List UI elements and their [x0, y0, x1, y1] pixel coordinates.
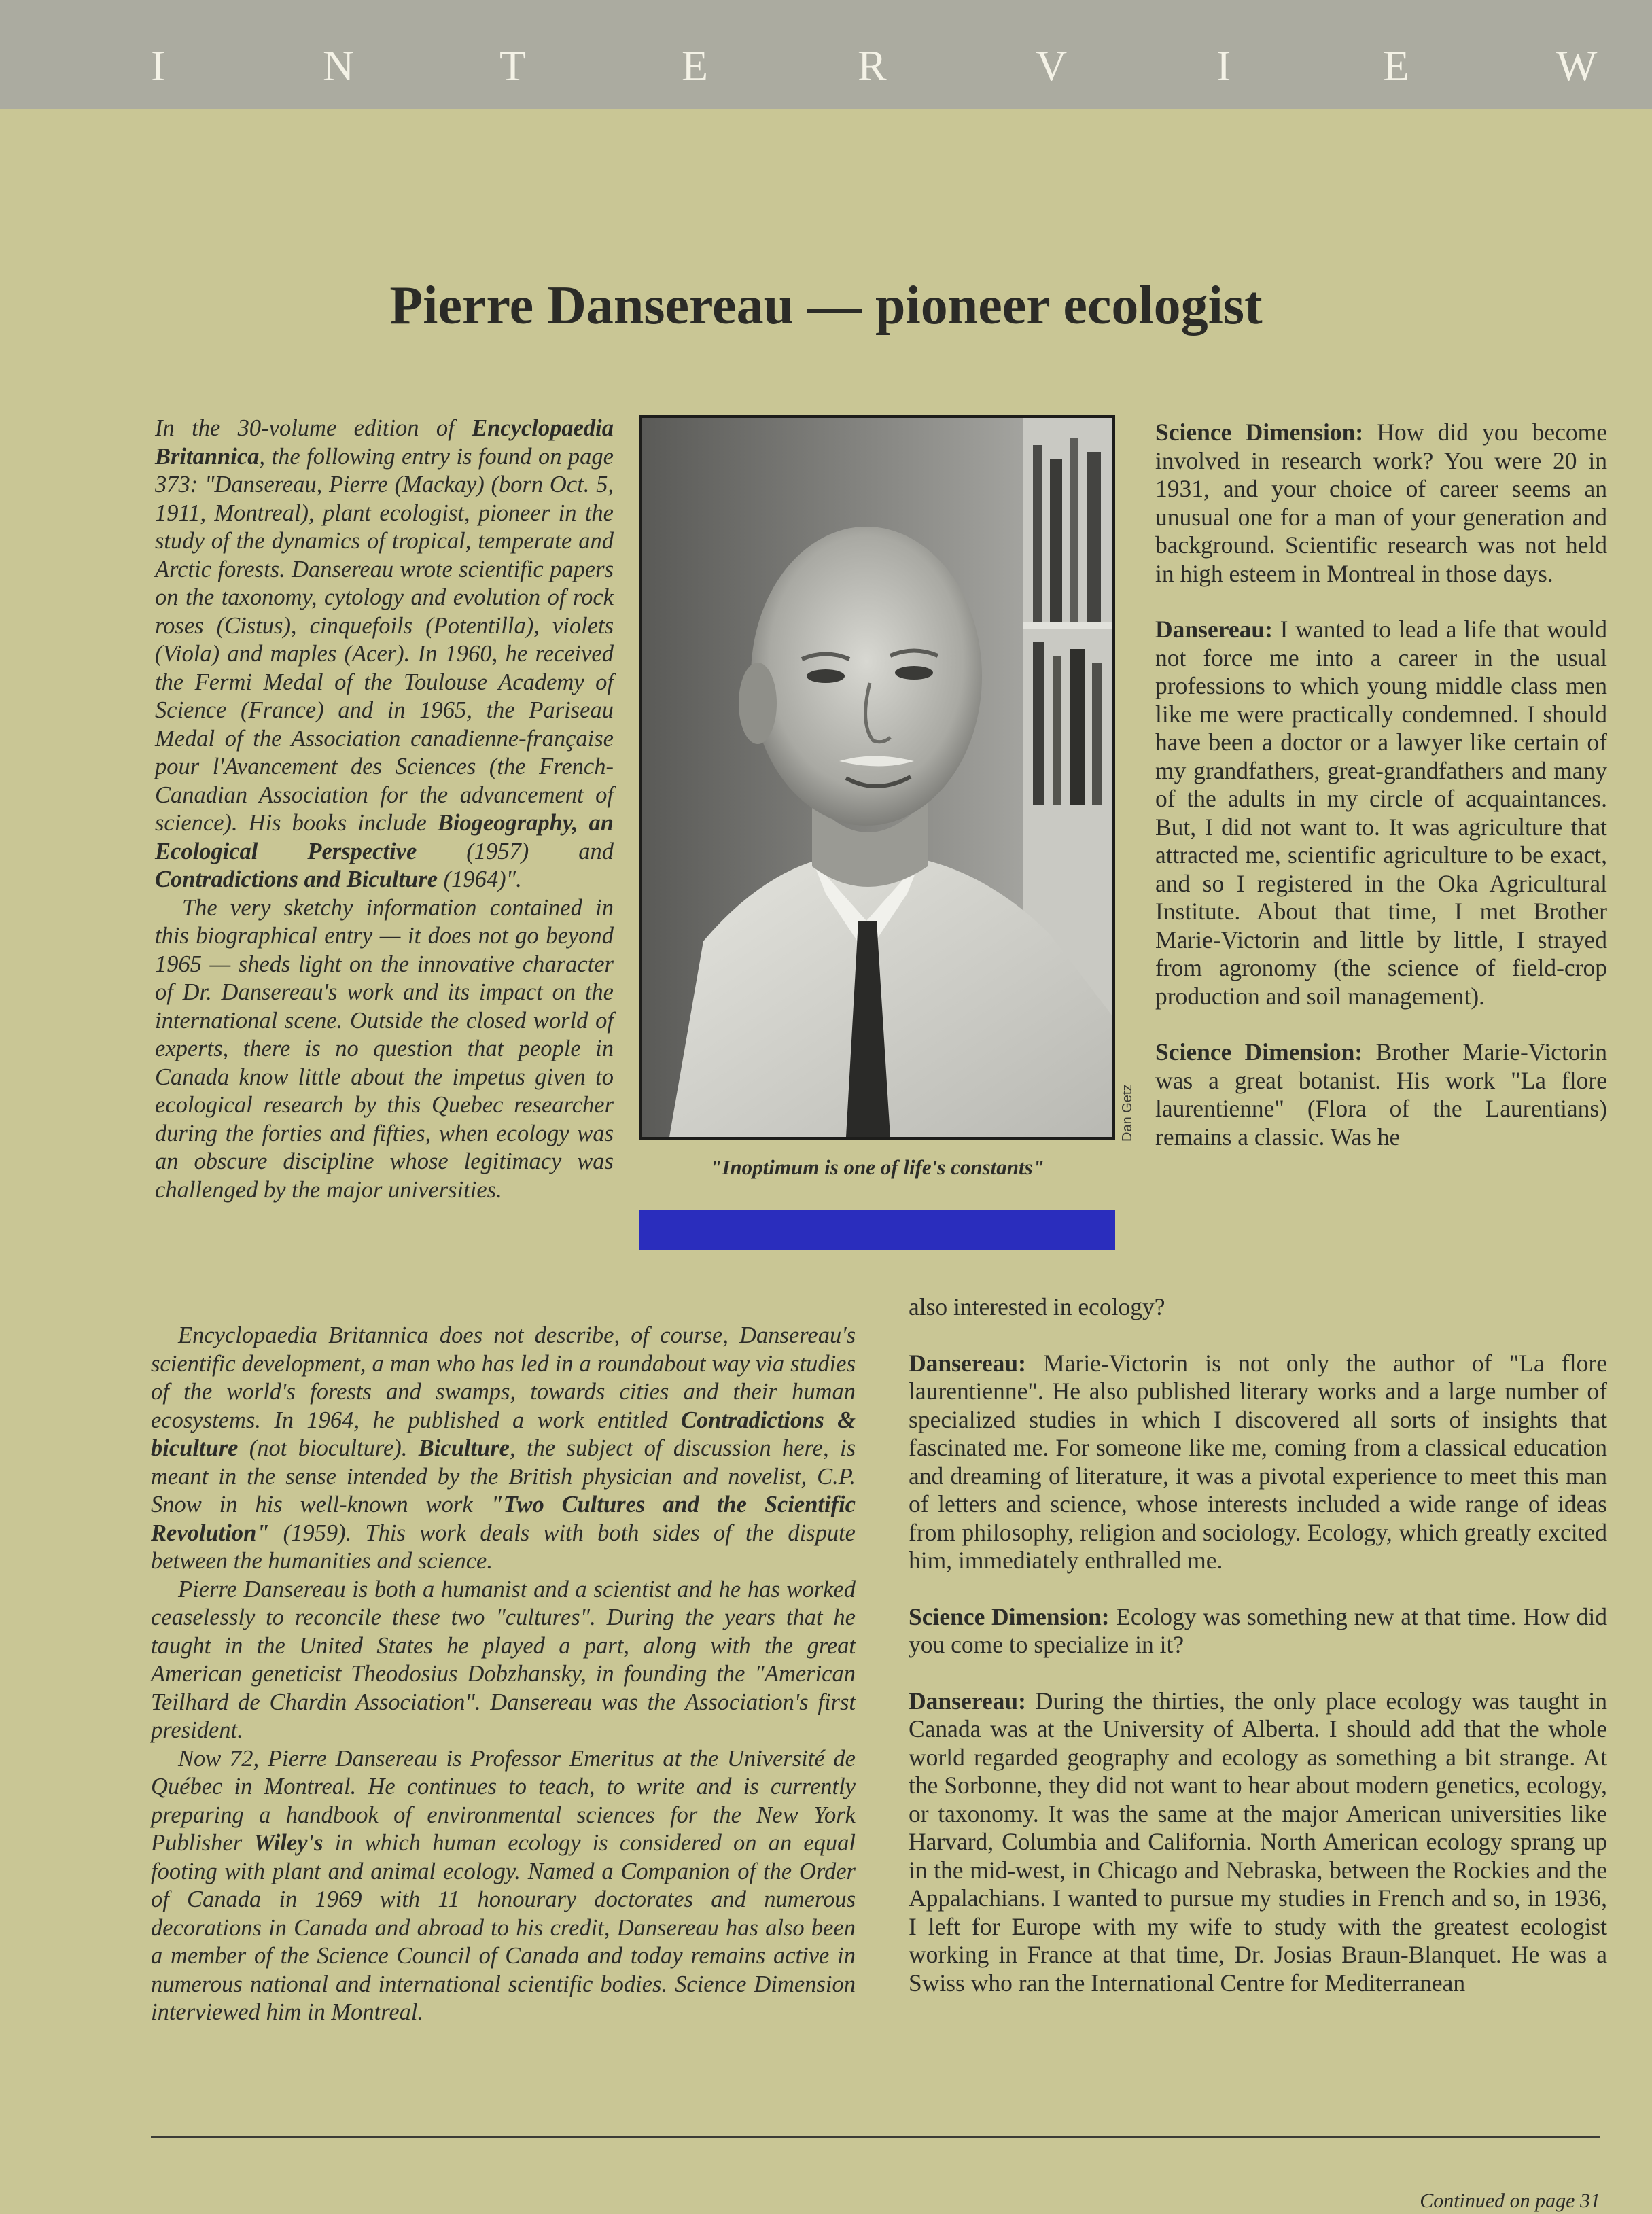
question-3: Science Dimension: Ecology was something new at that time. How did you come to specialize in it?	[909, 1602, 1607, 1658]
banner-letter: E	[1383, 41, 1410, 90]
portrait-photo	[639, 415, 1115, 1140]
portrait-illustration	[642, 418, 1112, 1137]
interview-banner	[0, 0, 1652, 109]
intro-column-bottom	[151, 1322, 856, 2027]
question-2-continued: also interested in ecology?	[909, 1293, 1165, 1320]
answer-3: Dansereau: During the thirties, the only place ecology was taught in Canada was at the University of Alberta. I should add that the whole world regarded geography and ecology as something a bit strange. At the Sorbonne, they did not want to hear about modern genetics, ecology, or taxonomy. It was the same at the major American universities like Harvard, Columbia and California. North American ecology sprang up in the mid-west, in Chicago and Nebraska, between the Rockies and the Appalachians. I wanted to pursue my studies in French and so, in 1936, I left for Europe with my wife to study with the greatest ecologist working in France at that time, Dr. Josias Braun-Blanquet. He was a Swiss who ran the International Centre for Mediterranean	[909, 1687, 1607, 1997]
photo-caption: "Inoptimum is one of life's constants"	[710, 1155, 1044, 1179]
banner-letter: I	[1216, 41, 1231, 90]
banner-letter: N	[323, 41, 355, 90]
footer-rule	[151, 2136, 1600, 2138]
intro-paragraph-3: Encyclopaedia Britannica does not describe, of course, Dansereau's scientific development, a man who has led in a roundabout way via studies of the world's forests and swamps, towards cities and their human ecosystems. In 1964, he published a work entitled Contradictions & biculture (not bioculture). Biculture, the subject of discussion here, is meant in the sense intended by the British physician and novelist, C.P. Snow in his well-known work "Two Cultures and the Scientific Revolution" (1959). This work deals with both sides of the dispute between the humanities and science.	[151, 1322, 856, 1574]
continued-note: Continued on page 31	[1420, 2190, 1600, 2212]
intro-paragraph-2: The very sketchy information contained in this biographical entry — it does not go beyond 1965 — sheds light on the innovative character of Dr. Dansereau's work and its impact on the international scene. Outside the closed world of experts, there is no question that people in Canada know little about the impetus given to ecological research by this Quebec researcher during the forties and fifties, when ecology was an obscure discipline whose legitimacy was challenged by the major universities.	[155, 894, 614, 1203]
question-1: Science Dimension: How did you become involved in research work? You were 20 in 1931, and your choice of career seems an unusual one for a man of your generation and background. Scientific research was not held in high esteem in Montreal in those days.	[1155, 419, 1607, 587]
interview-column-bottom	[909, 1293, 1607, 2025]
banner-letter: T	[499, 41, 527, 90]
banner-letter: V	[1036, 41, 1068, 90]
question-2: Science Dimension: Brother Marie-Victorin was a great botanist. His work "La flore laurentienne" (Flora of the Laurentians) remains a classic. Was he	[1155, 1038, 1607, 1150]
intro-paragraph-5: Now 72, Pierre Dansereau is Professor Emeritus at the Université de Québec in Montreal. He continues to teach, to write and is currently preparing a handbook of environmental sciences for the New York Publisher Wiley's in which human ecology is considered on an equal footing with plant and animal ecology. Named a Companion of the Order of Canada in 1969 with 11 honourary doctorates and numerous decorations in Canada and abroad to his credit, Dansereau has also been a member of the Science Council of Canada and today remains active in numerous national and international scientific bodies. Science Dimension interviewed him in Montreal.	[151, 1745, 856, 2025]
intro-column-top	[155, 415, 614, 1204]
photo-credit: Dan Getz	[1120, 1084, 1135, 1142]
banner-letter: E	[682, 41, 709, 90]
answer-1: Dansereau: I wanted to lead a life that would not force me into a career in the usual professions to which young middle class men like me were practically condemned. I should have been a doctor or a lawyer like certain of my grandfathers, great-grandfathers and many of the adults in my circle of acquaintances. But, I did not want to. It was agriculture that attracted me, scientific agriculture to be exact, and so I registered in the Oka Agricultural Institute. About that time, I met Brother Marie-Victorin and little by little, I strayed from agronomy (the science of field-crop production and soil management).	[1155, 616, 1607, 1010]
accent-bar	[639, 1210, 1115, 1250]
banner-letter: I	[151, 41, 166, 90]
banner-letter: W	[1556, 41, 1598, 90]
banner-letter: R	[858, 41, 887, 90]
intro-paragraph-1: In the 30-volume edition of Encyclopaedia Britannica, the following entry is found on page 373: "Dansereau, Pierre (Mackay) (born Oct. 5, 1911, Montreal), plant ecologist, pioneer in the study of the dynamics of tropical, temperate and Arctic forests. Dansereau wrote scientific papers on the taxonomy, cytology and evolution of rock roses (Cistus), cinquefoils (Potentilla), violets (Viola) and maples (Acer). In 1960, he received the Fermi Medal of the Toulouse Academy of Science (France) and in 1965, the Pariseau Medal of the Association canadienne-française pour l'Avancement des Sciences (the French-Canadian Association for the advancement of science). His books include Biogeography, an Ecological Perspective (1957) and Contradictions and Biculture (1964)".	[155, 415, 614, 892]
interview-column-top	[1155, 419, 1607, 1151]
article-title: Pierre Dansereau — pioneer ecologist	[389, 276, 1263, 336]
answer-2: Dansereau: Marie-Victorin is not only the author of "La flore laurentienne". He also published literary works and a large number of specialized studies in which I discovered all sorts of insights that fascinated me. For someone like me, coming from a classical education and dreaming of literature, it was a pivotal experience to meet this man of letters and science, whose interests included a wide range of ideas from philosophy, religion and sociology. Ecology, which greatly excited him, immediately enthralled me.	[909, 1349, 1607, 1574]
intro-paragraph-4: Pierre Dansereau is both a humanist and a scientist and he has worked ceaselessly to reconcile these two "cultures". During the years that he taught in the United States he played a part, along with the great American geneticist Theodosius Dobzhansky, in founding the "American Teilhard de Chardin Association". Dansereau was the Association's first president.	[151, 1576, 856, 1743]
